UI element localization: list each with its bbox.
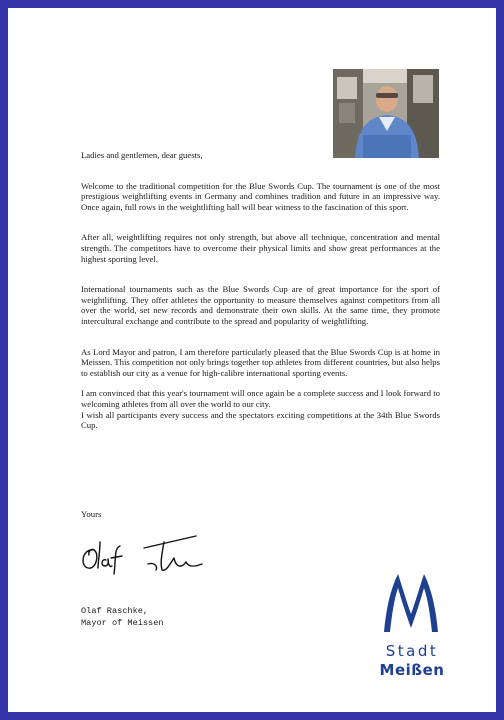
closing-text: Yours [81, 509, 102, 519]
city-logo-icon [380, 570, 442, 634]
letter-body [81, 150, 440, 431]
city-logo-text [362, 642, 462, 680]
letter-paragraph: As Lord Mayor and patron, I am therefore particularly pleased that the Blue Swords Cup is at home in Meissen. This competition not only brings together top athletes from different countries, but also helps to establish our city as a venue for high-calibre international sporting events. [81, 346, 440, 378]
signer-name: Olaf Raschke, [81, 606, 149, 616]
letter-paragraph: I am convinced that this year's tournament will once again be a complete success and I look forward to welcoming athletes from all over the world to our city. [81, 388, 440, 409]
logo-line-meissen: Meißen [379, 661, 445, 679]
logo-line-stadt: Stadt [385, 642, 439, 660]
letter-paragraph: After all, weightlifting requires not only strength, but above all technique, concentration and mental strength. The competitors have to overcome their physical limits and show great performances at the highest sporting level. [81, 232, 440, 264]
handwritten-signature [78, 528, 213, 578]
mayor-portrait-photo [333, 69, 439, 158]
signer-block [81, 605, 164, 629]
salutation: Ladies and gentlemen, dear guests, [81, 150, 203, 160]
signer-title: Mayor of Meissen [81, 618, 164, 628]
letter-paragraph: Welcome to the traditional competition for the Blue Swords Cup. The tournament is one of the most prestigious weightlifting events in Germany and combines tradition and future in an impressive way. Once again, full rows in the weightlifting hall will bear witness to the fascination of this sport. [81, 180, 440, 212]
letter-paragraph: I wish all participants every success and the spectators exciting competitions at the 34th Blue Swords Cup. [81, 409, 440, 431]
letter-paragraph: International tournaments such as the Blue Swords Cup are of great importance for the sport of weightlifting. They offer athletes the opportunity to measure themselves against competitors from all over the world, set new records and demonstrate their own skills. At the same time, they promote intercultural exchange and contribute to the spread and popularity of weightlifting. [81, 284, 440, 326]
